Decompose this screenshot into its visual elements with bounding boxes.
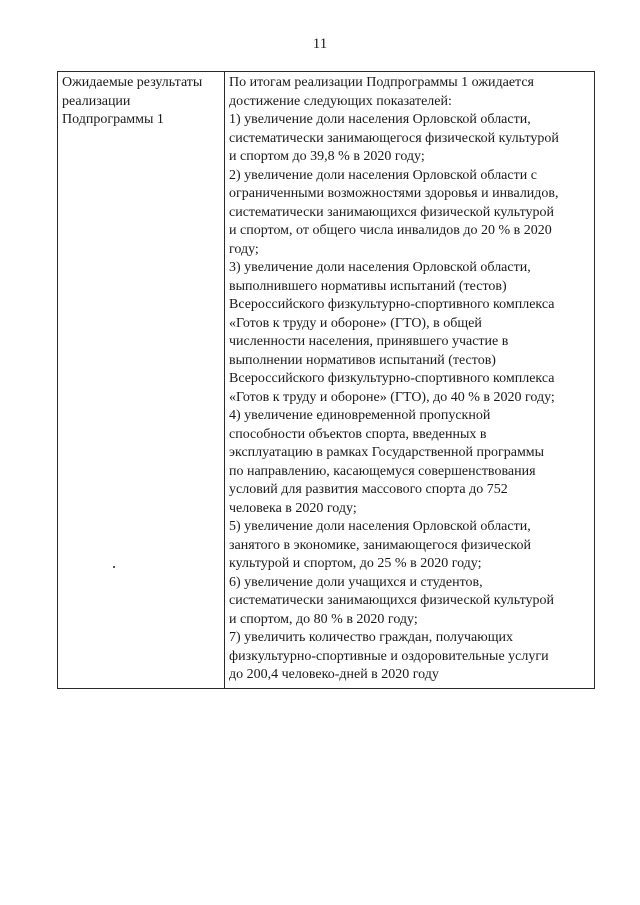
- scan-speck: [113, 566, 115, 568]
- content-line: «Готов к труду и обороне» (ГТО), до 40 % в 2020 году;: [229, 389, 555, 405]
- content-line: условий для развития массового спорта до 752: [229, 482, 508, 497]
- expected-results-table: [57, 71, 595, 689]
- content-line: и спортом, до 80 % в 2020 году;: [229, 611, 418, 627]
- content-line: занятого в экономике, занимающегося физической: [229, 537, 531, 553]
- content-line: Всероссийского физкультурно-спортивного комплекса: [229, 297, 555, 312]
- content-line: выполнившего нормативы испытаний (тестов): [229, 278, 507, 294]
- content-line: Всероссийского физкультурно-спортивного комплекса: [229, 371, 555, 386]
- content-line: систематически занимающихся физической культурой: [229, 204, 555, 220]
- content-line: 7) увеличить количество граждан, получающих: [229, 630, 513, 645]
- content-line: человека в 2020 году;: [229, 500, 357, 516]
- content-line: эксплуатацию в рамках Государственной программы: [229, 445, 545, 460]
- content-line: 4) увеличение единовременной пропускной: [229, 408, 491, 423]
- content-line: физкультурно-спортивные и оздоровительные услуги: [229, 648, 549, 664]
- content-line: способности объектов спорта, введенных в: [229, 426, 487, 442]
- row-label-line: Подпрограммы 1: [62, 112, 164, 127]
- content-line: достижение следующих показателей:: [229, 93, 452, 109]
- content-line: численности населения, принявшего участие в: [229, 334, 509, 349]
- page-number: 11: [312, 36, 328, 52]
- content-line: «Готов к труду и обороне» (ГТО), в общей: [229, 315, 482, 331]
- content-line: по направлению, касающемуся совершенствования: [229, 463, 536, 479]
- content-line: и спортом до 39,8 % в 2020 году;: [229, 149, 425, 164]
- content-line: выполнении нормативов испытаний (тестов): [229, 352, 496, 368]
- content-line: 2) увеличение доли населения Орловской области с: [229, 167, 537, 183]
- content-line: систематически занимающегося физической культурой: [229, 130, 559, 146]
- row-content-cell: [225, 72, 595, 689]
- content-line: По итогам реализации Подпрограммы 1 ожидается: [229, 75, 534, 90]
- content-line: 5) увеличение доли населения Орловской области,: [229, 519, 531, 534]
- content-line: 3) увеличение доли населения Орловской области,: [229, 260, 531, 275]
- row-label-line: реализации: [62, 93, 131, 109]
- content-line: году;: [229, 241, 259, 257]
- content-line: до 200,4 человеко-дней в 2020 году: [229, 667, 439, 682]
- table-row: [58, 72, 595, 689]
- content-line: 1) увеличение доли населения Орловской области,: [229, 112, 531, 127]
- content-line: и спортом, от общего числа инвалидов до 20 % в 2020: [229, 223, 552, 238]
- row-label-line: Ожидаемые результаты: [62, 75, 203, 90]
- content-line: 6) увеличение доли учащихся и студентов,: [229, 574, 483, 590]
- row-label-cell: [58, 72, 225, 689]
- content-line: культурой и спортом, до 25 % в 2020 году;: [229, 556, 482, 571]
- content-line: ограниченными возможностями здоровья и инвалидов,: [229, 186, 559, 201]
- content-line: систематически занимающихся физической культурой: [229, 593, 555, 608]
